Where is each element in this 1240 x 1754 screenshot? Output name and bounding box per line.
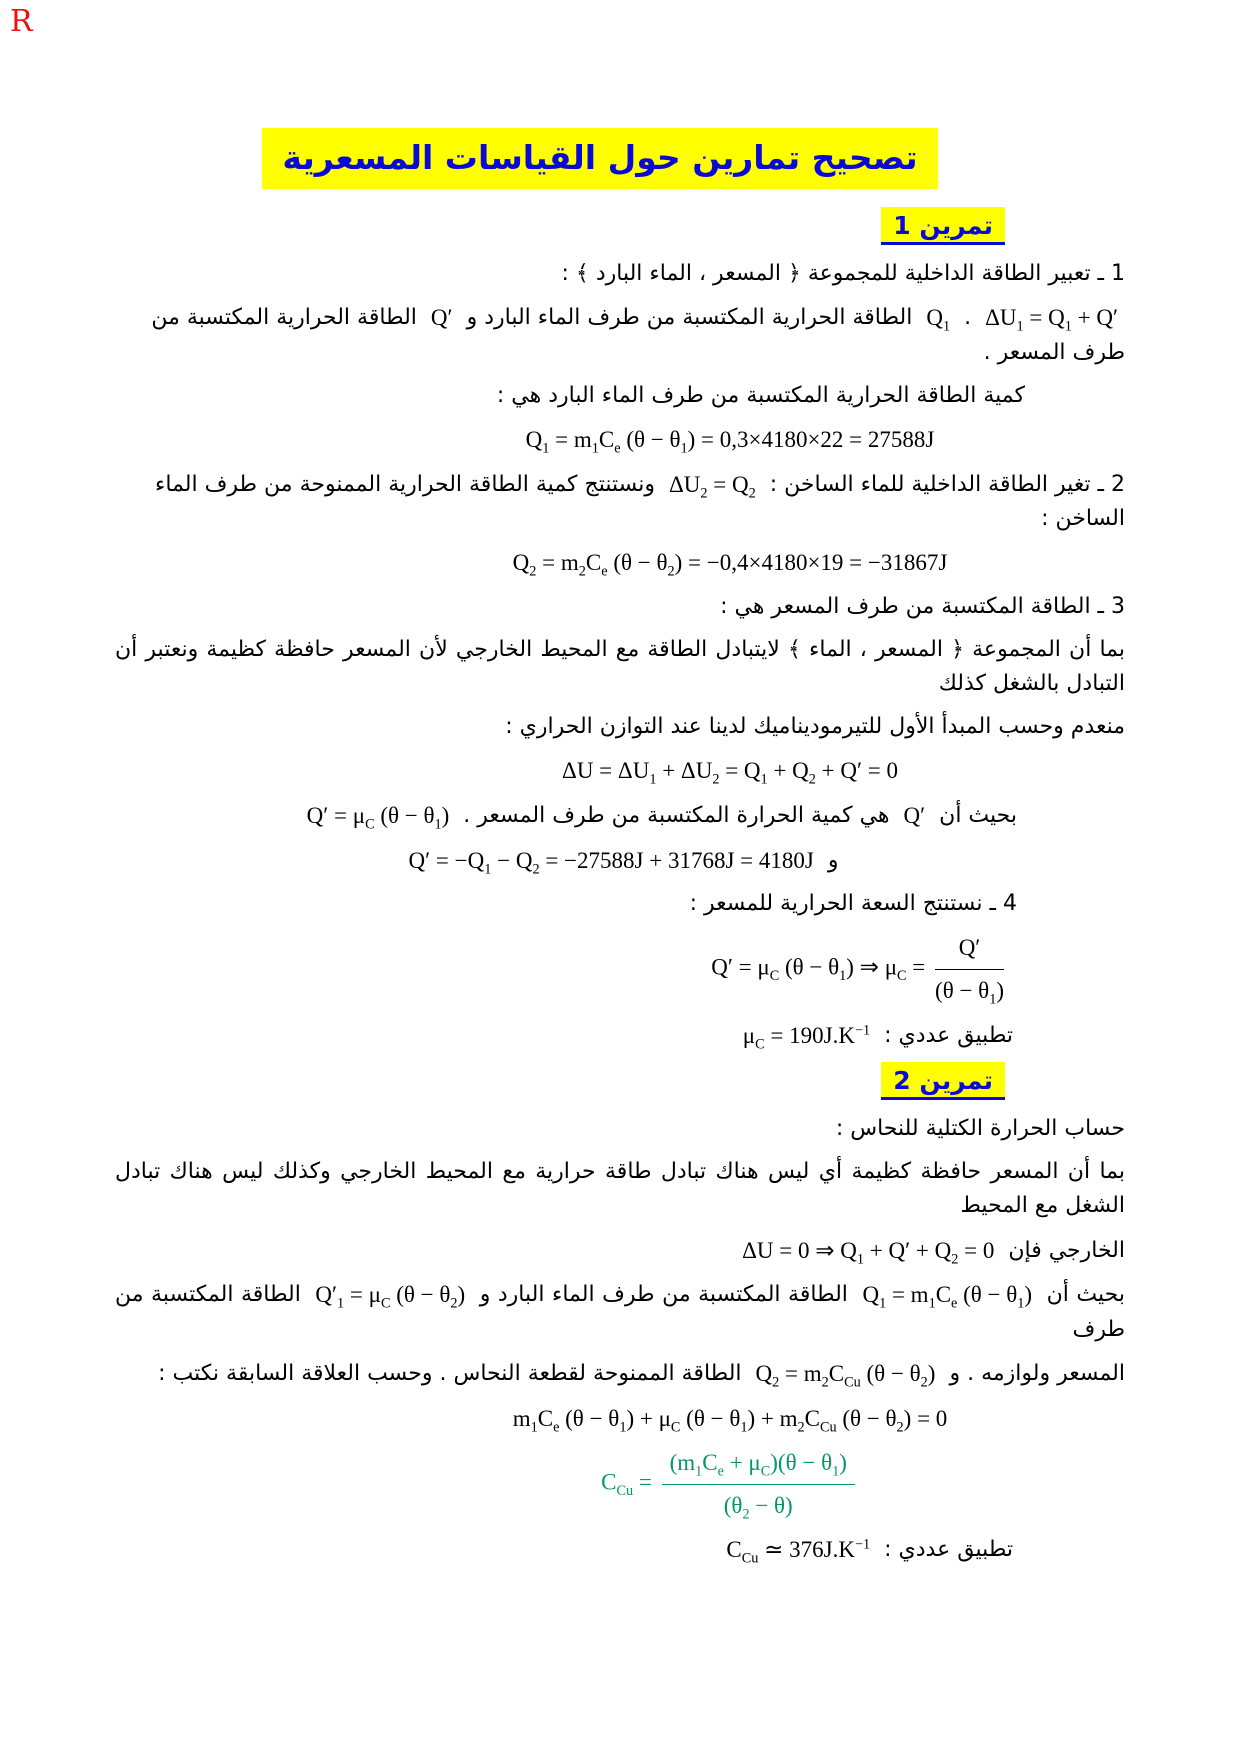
arabic-text: . [964, 304, 972, 330]
fraction [935, 930, 1004, 1008]
document-title: تصحيح تمارين حول القياسات المسعرية [262, 128, 937, 189]
math-formula: $\Delta U_2 = Q_2$ [669, 471, 756, 502]
math-formula: $Q_1 = m_1C_e$ $(\theta - \theta_1)$ [862, 1282, 1033, 1312]
section-heading-row [115, 1062, 1125, 1100]
equation-line [115, 545, 1125, 581]
text-line [115, 257, 1125, 291]
math-formula: $\mu_C = 190J.K^{-1}$ [742, 1021, 871, 1053]
math-formula: Q′ [430, 305, 453, 331]
text-line [115, 1233, 1125, 1269]
math-formula: $Q' = \mu_C$ $(\theta - \theta_1)$ [306, 802, 450, 833]
section-heading: تمرين 2 [881, 1062, 1005, 1100]
arabic-text: 1 ـ تعبير الطاقة الداخلية للمجموعة ﴿ المسعر ، الماء البارد ﴾ : [561, 261, 1125, 286]
arabic-text: الطاقة الممنوحة لقطعة النحاس . وحسب العلاقة السابقة نكتب : [158, 1360, 742, 1386]
math-formula: Q′ [903, 802, 926, 828]
arabic-text: الطاقة الحرارية المكتسبة من طرف الماء البارد و [466, 304, 913, 330]
arabic-text: بما أن المسعر حافظة كظيمة أي ليس هناك تبادل طاقة حرارية مع المحيط الخارجي وكذلك ليس هناك تبادل الشغل مع المحيط [115, 1159, 1125, 1219]
arabic-text: تطبيق عددي : [884, 1022, 1013, 1048]
text-line [115, 1277, 1125, 1347]
arabic-text: الخارجي فإن [1008, 1237, 1125, 1263]
math-formula: $Q_1$ [926, 305, 951, 335]
math-formula: $Q_1 = m_1C_e$ $(\theta - \theta_1) = 0,3\times 4180\times 22 = 27588J$ [525, 426, 935, 457]
math-formula: $m_1C_e$ $(\theta - \theta_1) + \mu_C$ $(\theta - \theta_1) + m_2C_{Cu}$ $(\theta - \theta_2) = 0$ [512, 1405, 948, 1436]
arabic-text: 3 ـ الطاقة المكتسبة من طرف المسعر هي : [720, 593, 1125, 619]
arabic-text: هي كمية الحرارة المكتسبة من طرف المسعر . [463, 802, 890, 828]
corner-mark: R [10, 4, 33, 39]
math-formula: $Q_2 = m_2C_{Cu}$ $(\theta - \theta_2)$ [755, 1360, 936, 1391]
arabic-text: بحيث أن [1046, 1282, 1125, 1307]
text-line [115, 1356, 1125, 1392]
arabic-text: المسعر ولوازمه . و [949, 1360, 1125, 1386]
title-row [115, 128, 1085, 189]
section-heading: تمرين 1 [881, 207, 1005, 245]
math-formula: $\Delta U = \Delta U_1 + \Delta U_2 = Q_1 + Q_2 + Q' = 0$ [562, 758, 898, 788]
arabic-text: الطاقة المكتسبة من طرف [115, 1282, 1125, 1342]
arabic-text: الطاقة الحرارية المكتسبة من طرف المسعر . [151, 304, 1125, 365]
arabic-text: كمية الطاقة الحرارية المكتسبة من طرف الماء البارد هي : [496, 382, 1025, 408]
text-line [115, 633, 1125, 701]
arabic-text: و [827, 847, 839, 873]
text-line [115, 798, 1125, 834]
text-line [115, 379, 1125, 413]
arabic-text: حساب الحرارة الكتلية للنحاس : [835, 1116, 1125, 1142]
arabic-text: منعدم وحسب المبدأ الأول للتيرموديناميك لدينا عند التوازن الحراري : [505, 714, 1125, 740]
math-formula: $Q' = \mu_C$ $(\theta - \theta_1)$ ⇒ $\mu_C$ = $\frac{Q'}{(\theta - \theta_1)}$ [711, 930, 1008, 1008]
text-line [115, 1532, 1125, 1568]
text-line [115, 1018, 1125, 1054]
arabic-text: 4 ـ نستنتج السعة الحرارية للمسعر : [689, 891, 1017, 917]
fraction [662, 1445, 855, 1523]
equation-line [115, 1401, 1125, 1437]
equation-line [115, 1445, 1125, 1523]
math-formula: $C_{Cu}$ ≃ $376J.K^{-1}$ [726, 1536, 871, 1568]
arabic-text: بما أن المجموعة ﴿ المسعر ، الماء ﴾ لايتبادل الطاقة مع المحيط الخارجي لأن المسعر حافظة كظيمة ونعتبر أن التبادل بالشغل كذلك [115, 637, 1125, 697]
fraction-numerator: Q′ [935, 930, 1004, 970]
fraction-denominator: $(\theta - \theta_1)$ [935, 977, 1004, 1008]
text-line [115, 710, 1125, 744]
math-formula: ΔU = 0 ⇒ $Q_1 + Q' + Q_2 = 0$ [742, 1237, 995, 1268]
text-line [115, 300, 1125, 370]
arabic-text: 2 ـ تغير الطاقة الداخلية للماء الساخن : [769, 471, 1125, 497]
equation-line [115, 753, 1125, 789]
arabic-text: ونستنتج كمية الطاقة الحرارية الممنوحة من طرف الماء الساخن : [155, 471, 1125, 532]
document-body [115, 207, 1125, 1568]
math-formula: $Q_2 = m_2C_e$ $(\theta - \theta_2) = -0,4\times 4180\times 19 = -31867J$ [512, 550, 948, 580]
math-formula: $\Delta U_1 = Q_1 + Q'$ [985, 305, 1118, 335]
equation-line [115, 930, 1125, 1008]
text-line [115, 467, 1125, 537]
fraction-numerator: $(m_1C_e + \mu_C)(\theta - \theta_1)$ [662, 1445, 855, 1485]
math-formula: $Q' = -Q_1 - Q_2 = -27588J + 31768J = 4180J$ [408, 847, 814, 878]
text-line [115, 1155, 1125, 1223]
section-heading-row [115, 207, 1125, 245]
arabic-text: تطبيق عددي : [884, 1537, 1013, 1563]
text-line [115, 1112, 1125, 1146]
equation-line [115, 422, 1125, 458]
math-formula: $Q'_1 = \mu_C$ $(\theta - \theta_2)$ [315, 1282, 466, 1312]
math-formula: $C_{Cu}$ = $\frac{(m_1C_e + \mu_C)(\theta - \theta_1)}{(\theta_2 - \theta)}$ [601, 1445, 859, 1523]
text-line [115, 887, 1125, 921]
arabic-text: بحيث أن [939, 802, 1017, 828]
arabic-text: الطاقة المكتسبة من طرف الماء البارد و [479, 1282, 848, 1307]
fraction-denominator: $(\theta_2 - \theta)$ [723, 1492, 793, 1523]
text-line [115, 843, 1125, 879]
text-line [115, 590, 1125, 624]
